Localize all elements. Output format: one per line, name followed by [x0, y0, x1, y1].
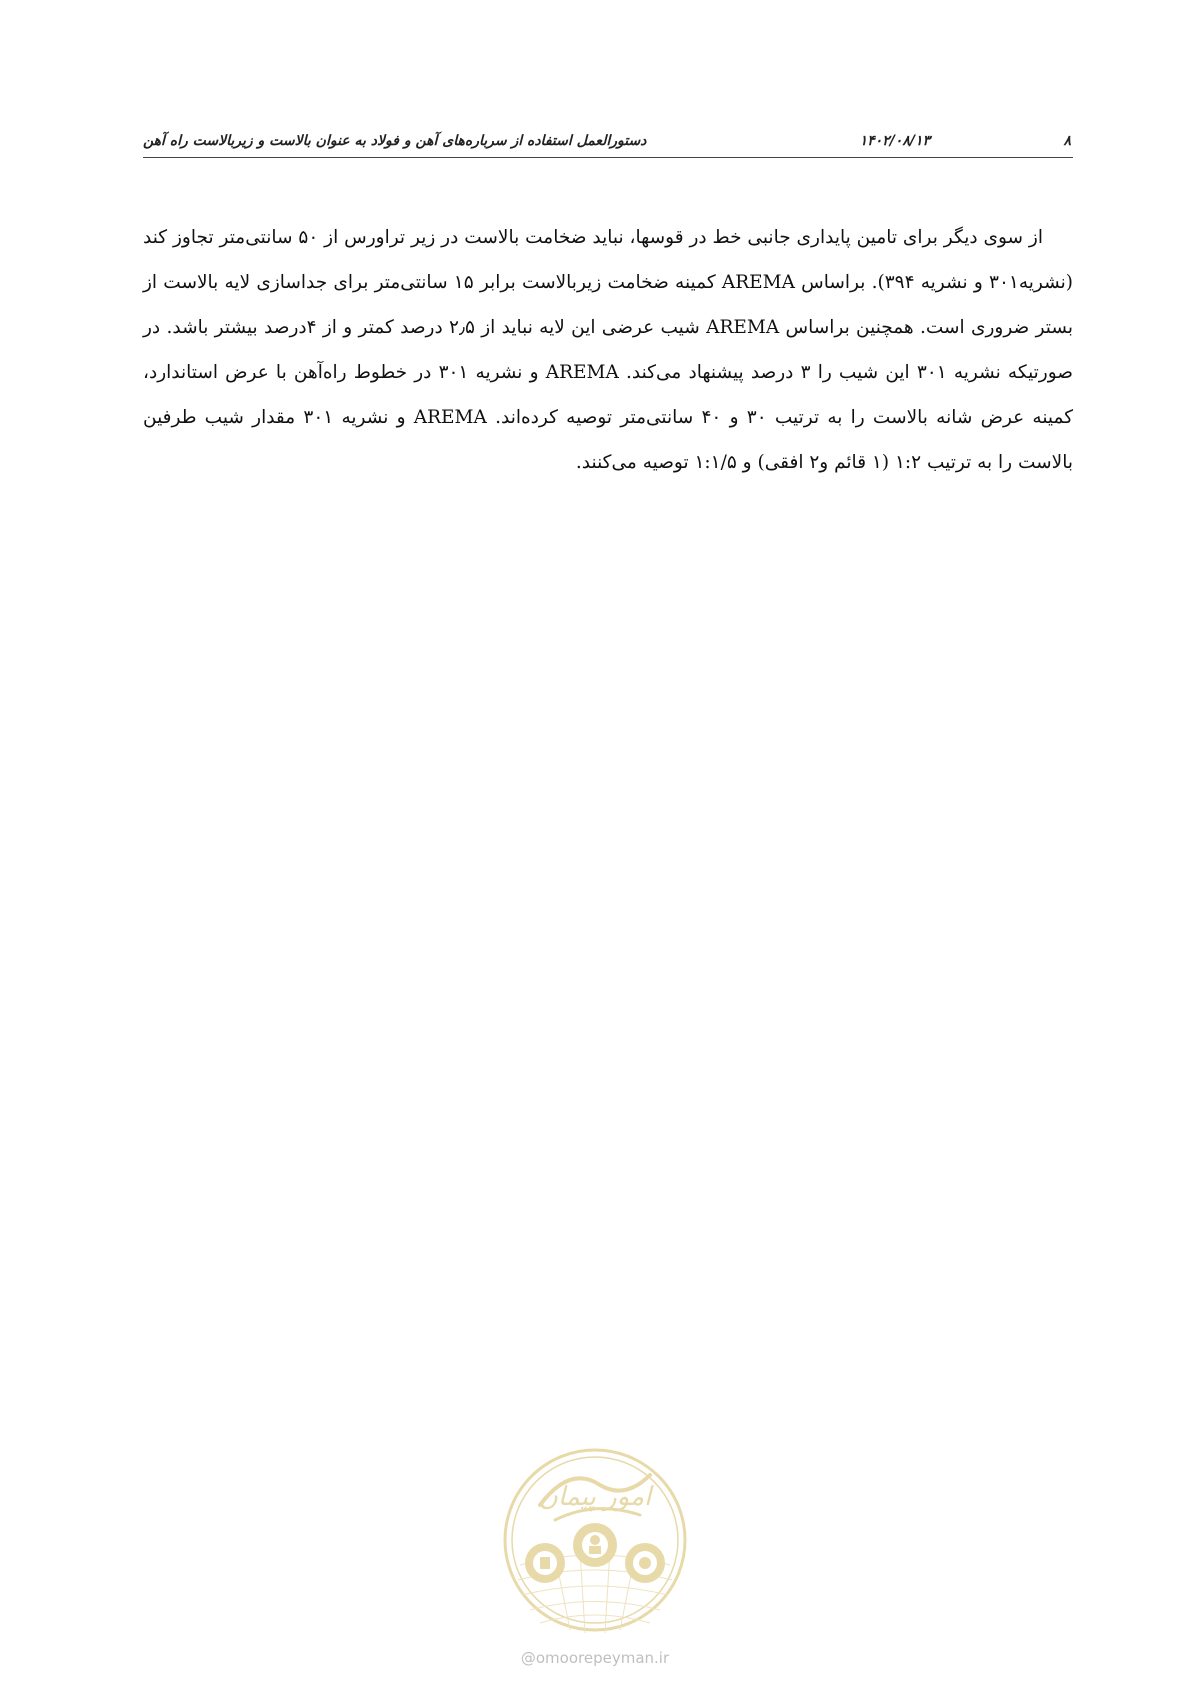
header-title: دستورالعمل استفاده از سرباره‌های آهن و فولاد به عنوان بالاست و زیربالاست راه آهن — [143, 133, 647, 149]
watermark-caption: @omoorepeyman.ir — [520, 1649, 670, 1667]
page-number: ۸ — [1063, 133, 1071, 149]
page-header — [143, 131, 1073, 158]
watermark-logo — [500, 1445, 690, 1635]
header-date: ۱۴۰۲/۰۸/۱۳ — [859, 133, 930, 149]
watermark-logo-text: امور پیمان — [538, 1482, 652, 1512]
body-paragraph: از سوی دیگر برای تامین پایداری جانبی خط در قوسها، نباید ضخامت بالاست در زیر تراورس از ۵۰ سانتی‌متر تجاوز کند (نشریه۳۰۱ و نشریه ۳۹۴). براساس AREMA کمینه ضخامت زیربالاست برابر ۱۵ سانتی‌متر برای جداسازی لایه بالاست از بستر ضروری است. همچنین براساس AREMA شیب عرضی این لایه نباید از ۲٫۵ درصد کمتر و از ۴درصد بیشتر باشد. در صورتیکه نشریه ۳۰۱ این شیب را ۳ درصد پیشنهاد می‌کند. AREMA و نشریه ۳۰۱ در خطوط راه‌آهن با عرض استاندارد، کمینه عرض شانه بالاست را به ترتیب ۳۰ و ۴۰ سانتی‌متر توصیه کرده‌اند. AREMA و نشریه ۳۰۱ مقدار شیب طرفین بالاست را به ترتیب ۱:۲ (۱ قائم و۲ افقی) و ۱:۱/۵ توصیه می‌کنند. — [143, 227, 1074, 473]
